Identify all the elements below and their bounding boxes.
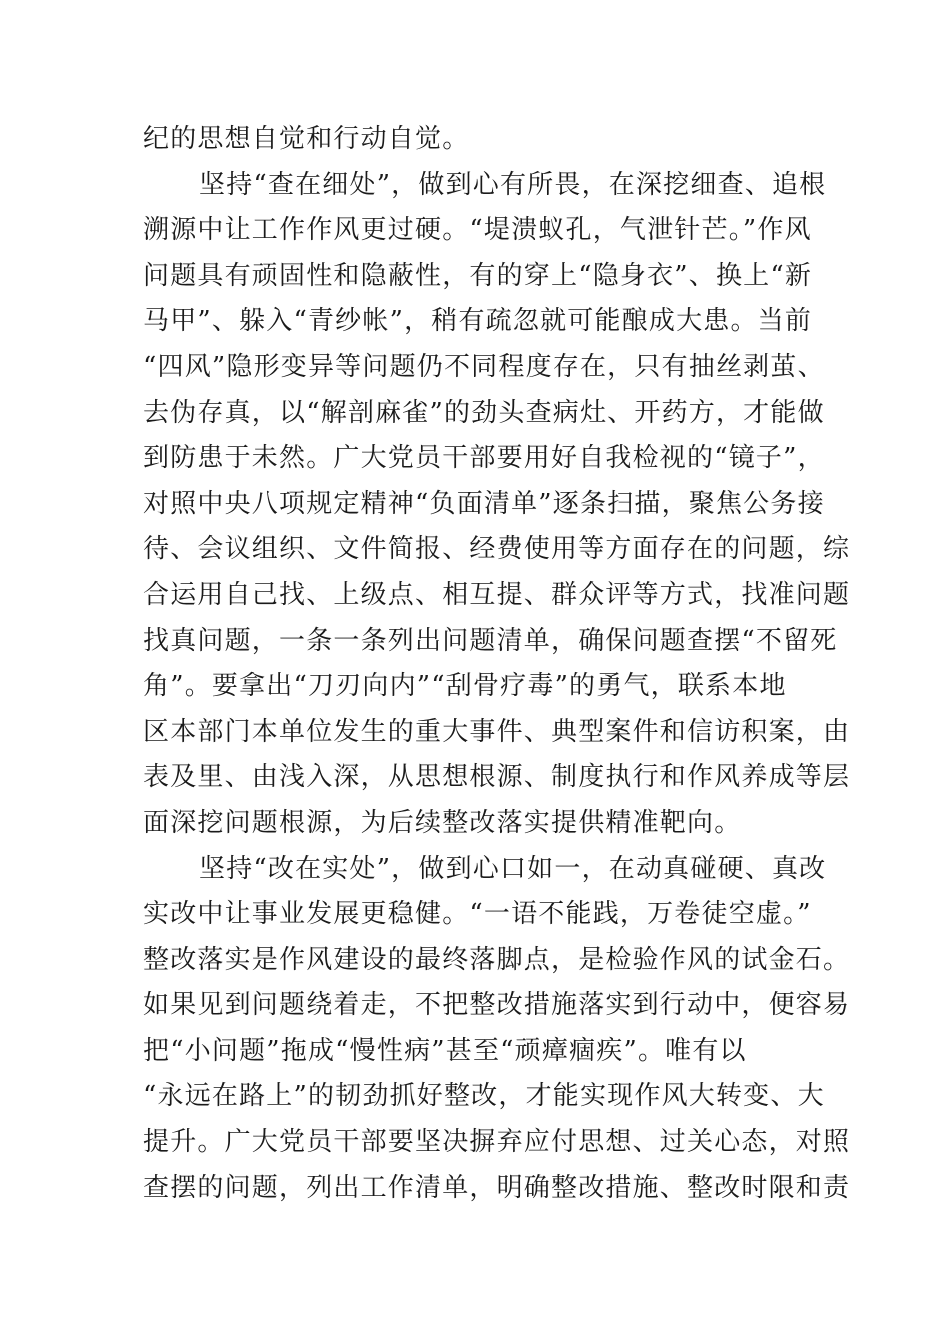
text-line: “永远在路上”的韧劲抓好整改，才能实现作风大转变、大 [143,1081,825,1112]
text-line: 对照中央八项规定精神“负面清单”逐条扫描，聚焦公务接 [143,488,825,519]
text-line: 纪的思想自觉和行动自觉。 [143,124,470,154]
text-line: 到防患于未然。广大党员干部要用好自我检视的“镜子”， [143,443,825,474]
text-line: 实改中让事业发展更稳健。“一语不能践，万卷徒空虚。” [143,899,812,930]
text-line: 提升。广大党员干部要坚决摒弃应付思想、过关心态，对照 [143,1127,851,1158]
text-line: 区本部门本单位发生的重大事件、典型案件和信访积案，由 [143,716,851,747]
text-line: 马甲”、躲入“青纱帐”，稍有疏忽就可能酿成大患。当前 [143,306,813,337]
text-line: 溯源中让工作作风更过硬。“堤溃蚁孔，气泄针芒。”作风 [143,215,812,246]
text-line: 角”。要拿出“刀刃向内”“刮骨疗毒”的勇气，联系本地 [143,671,787,702]
document-body [143,117,851,1211]
text-line: 合运用自己找、上级点、相互提、群众评等方式，找准问题 [143,579,851,610]
text-line: “四风”隐形变异等问题仍不同程度存在，只有抽丝剥茧、 [143,351,825,382]
text-line: 找真问题，一条一条列出问题清单，确保问题查摆“不留死 [143,625,838,656]
text-line: 问题具有顽固性和隐蔽性，有的穿上“隐身衣”、换上“新 [143,260,813,291]
text-line: 整改落实是作风建设的最终落脚点，是检验作风的试金石。 [143,944,851,975]
text-line: 面深挖问题根源，为后续整改落实提供精准靶向。 [143,807,742,838]
paragraph-start-line: 坚持“改在实处”，做到心口如一，在动真碰硬、真改 [199,853,827,884]
text-line: 表及里、由浅入深，从思想根源、制度执行和作风养成等层 [143,762,851,793]
text-line: 把“小问题”拖成“慢性病”甚至“顽瘴痼疾”。唯有以 [143,1035,747,1066]
text-line: 待、会议组织、文件简报、经费使用等方面存在的问题，综 [143,534,851,565]
text-line: 查摆的问题，列出工作清单，明确整改措施、整改时限和责 [143,1172,851,1203]
text-line: 去伪存真，以“解剖麻雀”的劲头查病灶、开药方，才能做 [143,397,825,428]
text-line: 如果见到问题绕着走，不把整改措施落实到行动中，便容易 [143,990,851,1021]
paragraph-start-line: 坚持“查在细处”，做到心有所畏，在深挖细查、追根 [199,169,827,200]
